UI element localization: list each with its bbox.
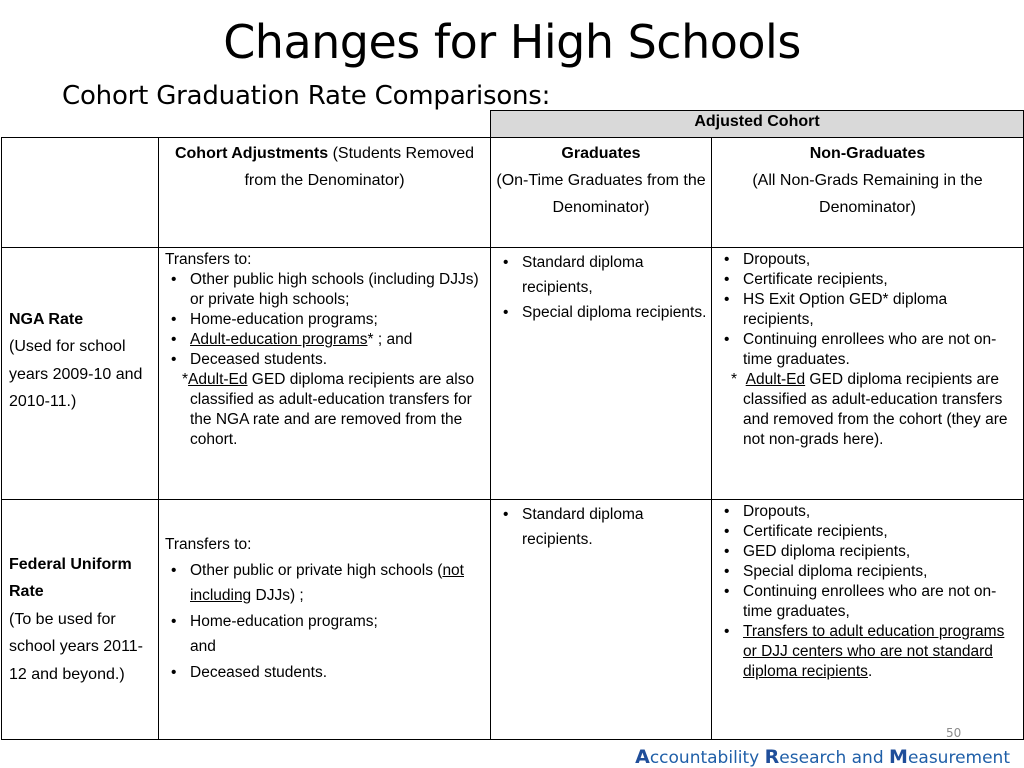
table-row-column-headers [2,138,1024,248]
list-item: • Other public high schools (including DJJs) or private high schools; [171,271,479,308]
federal-graduates-cell [491,500,712,740]
list-item: • Dropouts, [724,251,811,268]
nga-non-graduates-cell [712,248,1024,500]
list-item: • Adult-education programs* ; and [171,331,413,348]
list-item: • Continuing enrollees who are not on-time graduates, [724,583,997,620]
adjusted-cohort-header: Adjusted Cohort [491,111,1024,138]
list-item: • Standard diploma recipients, [503,254,644,296]
nga-transfers-intro: Transfers to: [165,251,252,268]
table-row-nga [2,248,1024,500]
list-item: • Standard diploma recipients. [503,506,644,548]
nga-nongrad-note: * Adult-Ed GED diploma recipients are classified as adult-education transfers and removed from the cohort (they are not non-grads here). [731,371,1008,448]
nga-adjustment-note: *Adult-Ed GED diploma recipients are also classified as adult-education transfers for the NGA rate and are removed from the cohort. [182,371,475,448]
federal-adjustments-cell [159,500,491,740]
slide-subtitle: Cohort Graduation Rate Comparisons: [62,81,551,111]
nga-graduates-cell [491,248,712,500]
list-item: • HS Exit Option GED* diploma recipients, [724,291,948,328]
header-nongrads-rest: (All Non-Grads Remaining in the Denominator) [752,172,983,216]
nga-label-rest: (Used for school years 2009-10 and 2010-11.) [9,338,143,410]
list-item: • Other public or private high schools (not including DJJs) ; [171,561,464,604]
header-adjustments-bold: Cohort Adjustments [174,145,329,162]
header-adjustments-rest: (Students Removed from the Denominator) [244,145,475,189]
list-item: • GED diploma recipients, [724,543,911,560]
header-graduates [491,138,712,248]
list-item: • Deceased students. [171,351,328,368]
federal-non-graduates-cell [712,500,1024,740]
list-item: • Special diploma recipients. [503,304,707,321]
list-item: • Deceased students. [171,663,328,681]
empty-header-cell [2,111,491,138]
corner-cell [2,138,159,248]
header-cohort-adjustments [159,138,491,248]
header-graduates-rest: (On-Time Graduates from the Denominator) [496,172,706,216]
nga-label-bold: NGA Rate [9,310,84,328]
comparison-table [1,110,1024,740]
federal-transfers-intro: Transfers to: [165,536,252,553]
federal-label-cell [2,500,159,740]
header-nongrads-bold: Non-Graduates [809,145,926,162]
list-item: • Dropouts, [724,503,811,520]
header-non-graduates [712,138,1024,248]
list-item: • Continuing enrollees who are not on-time graduates. [724,331,997,368]
federal-and-text: and [190,638,216,655]
nga-adjustments-cell [159,248,491,500]
list-item: • Home-education programs; [171,612,378,630]
federal-label-rest: (To be used for school years 2011-12 and beyond.) [9,610,143,683]
list-item: • Certificate recipients, [724,271,888,288]
header-graduates-bold: Graduates [561,145,641,162]
footer-organization: Accountability Research and Measurement [635,746,1010,768]
list-item: • Special diploma recipients, [724,563,928,580]
table-row-federal [2,500,1024,740]
list-item: • Home-education programs; [171,311,378,328]
nga-label-cell [2,248,159,500]
list-item: • Certificate recipients, [724,523,888,540]
table-row-top-header [2,111,1024,138]
federal-label-bold: Federal Uniform Rate [9,555,132,601]
list-item: • Transfers to adult education programs or DJJ centers who are not standard diploma recipients. [724,623,1005,680]
page-number: 50 [946,726,962,740]
slide-title: Changes for High Schools [223,15,801,69]
